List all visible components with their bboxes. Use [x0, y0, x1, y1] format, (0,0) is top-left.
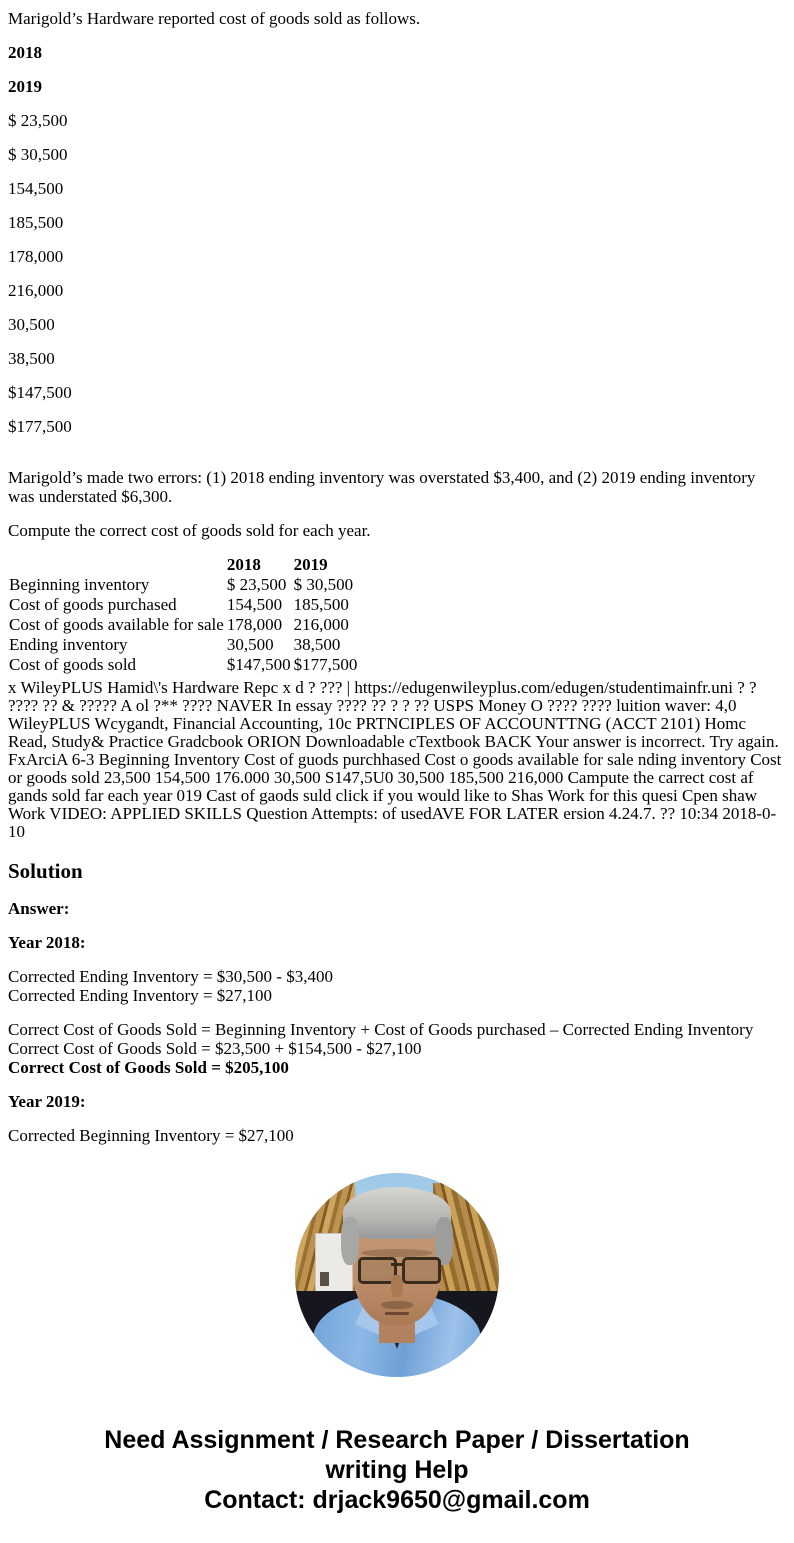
- correct-cogs-block: [8, 1020, 786, 1077]
- table-row: [8, 655, 359, 675]
- value-2018: 178,000: [226, 615, 283, 634]
- footer-contact-email: Contact: drjack9650@gmail.com: [204, 1486, 590, 1514]
- footer-line-1: Need Assignment / Research Paper / Dissertation: [104, 1426, 690, 1454]
- solution-heading: Solution: [8, 859, 83, 883]
- photo-hair-side-left: [341, 1217, 359, 1265]
- corrected-beginning-line: Corrected Beginning Inventory = $27,100: [8, 1126, 294, 1145]
- value-2018: 30,500: [226, 635, 274, 654]
- intro-paragraph: Marigold’s Hardware reported cost of goods sold as follows.: [8, 9, 421, 28]
- help-footer: [8, 1425, 786, 1515]
- table-header-row: [8, 555, 359, 575]
- value-2018: 154,500: [226, 595, 283, 614]
- table-header-2018: 2018: [226, 555, 261, 574]
- table-row: [8, 615, 359, 635]
- photo-glasses-bridge: [391, 1263, 403, 1266]
- row-label: Cost of goods available for sale: [9, 615, 224, 634]
- value-2018: $147,500: [226, 655, 291, 674]
- value-2018: $ 23,500: [226, 575, 287, 594]
- year-2019-heading: Year 2019:: [8, 1092, 86, 1111]
- corrected-ending-inventory-block: [8, 967, 786, 1005]
- photo-mustache: [381, 1301, 413, 1309]
- figure-item: $ 23,500: [8, 111, 68, 130]
- photo-glasses-right-lens: [402, 1257, 441, 1284]
- cogs-formula-line: Correct Cost of Goods Sold = Beginning Inventory + Cost of Goods purchased – Corrected Ending Inventory: [8, 1020, 754, 1039]
- figure-item: $147,500: [8, 383, 72, 402]
- photo-nose: [391, 1275, 403, 1297]
- figure-item: 178,000: [8, 247, 64, 266]
- photo-eyebrows: [361, 1249, 433, 1257]
- corrected-ending-line-1: Corrected Ending Inventory = $30,500 - $3,400: [8, 967, 333, 986]
- year-2018-heading: Year 2018:: [8, 933, 86, 952]
- photo-mouth: [385, 1312, 409, 1315]
- row-label: Cost of goods sold: [9, 655, 137, 674]
- figure-item: 154,500: [8, 179, 64, 198]
- row-label: Ending inventory: [9, 635, 128, 654]
- figure-item: 38,500: [8, 349, 55, 368]
- cogs-numbers-line: Correct Cost of Goods Sold = $23,500 + $154,500 - $27,100: [8, 1039, 422, 1058]
- figure-item: 185,500: [8, 213, 64, 232]
- year-label-2019: 2019: [8, 77, 42, 96]
- table-header-blank: [8, 555, 226, 575]
- value-2019: $ 30,500: [293, 575, 354, 594]
- figure-item: 216,000: [8, 281, 64, 300]
- value-2019: 216,000: [293, 615, 349, 634]
- row-label: Beginning inventory: [9, 575, 150, 594]
- profile-photo: [295, 1173, 499, 1377]
- value-2019: 185,500: [293, 595, 349, 614]
- table-header-2019: 2019: [293, 555, 328, 574]
- cogs-table: [8, 555, 359, 675]
- figure-item: 30,500: [8, 315, 55, 334]
- answer-label: Answer:: [8, 899, 70, 918]
- solution-section: [8, 859, 786, 1145]
- footer-line-2: writing Help: [325, 1456, 469, 1484]
- figure-item: $ 30,500: [8, 145, 68, 164]
- corrected-ending-line-2: Corrected Ending Inventory = $27,100: [8, 986, 273, 1005]
- table-row: [8, 595, 359, 615]
- table-row: [8, 635, 359, 655]
- year-label-2018: 2018: [8, 43, 42, 62]
- table-row: [8, 575, 359, 595]
- row-label: Cost of goods purchased: [9, 595, 177, 614]
- figure-item: $177,500: [8, 417, 72, 436]
- instruction-paragraph: Compute the correct cost of goods sold for each year.: [8, 521, 371, 540]
- value-2019: 38,500: [293, 635, 341, 654]
- value-2019: $177,500: [293, 655, 358, 674]
- ocr-noise-paragraph: x WileyPLUS Hamid\'s Hardware Repc x d ? ??? | https://edugenwileyplus.com/edugen/studentimainfr.uni ? ? ???? ?? & ????? A ol ?** ???? NAVER In essay ???? ?? ? ? ?? USPS Money O ???? ???? luition waver: 4,0 WileyPLUS Wcygandt, Financial Accounting, 10c PRTNCIPLES OF ACCOUNTTNG (ACCT 2101) Homc Read, Study& Practice Gradcbook ORION Downloadable cTextbook BACK Your answer is incorrect. Try again. FxArciA 6-3 Beginning Inventory Cost of guods purchhased Cost o goods available for sale nding inventory Cost or goods sold 23,500 154,500 176.000 30,500 S147,5U0 30,500 185,500 216,000 Campute the carrect cost af gands sold far each year 019 Cast of gaods suld click if you would like to Shas Work for this quesi Cpen shaw Work VIDEO: APPLIED SKILLS Question Attempts: of usedAVE FOR LATER ersion 4.24.7. ?? 10:34 2018-0-10: [8, 678, 782, 841]
- cogs-result-line: Correct Cost of Goods Sold = $205,100: [8, 1058, 289, 1077]
- photo-socket: [320, 1272, 329, 1286]
- errors-paragraph: Marigold’s made two errors: (1) 2018 ending inventory was overstated $3,400, and (2) 2019 ending inventory was understated $6,300.: [8, 468, 756, 506]
